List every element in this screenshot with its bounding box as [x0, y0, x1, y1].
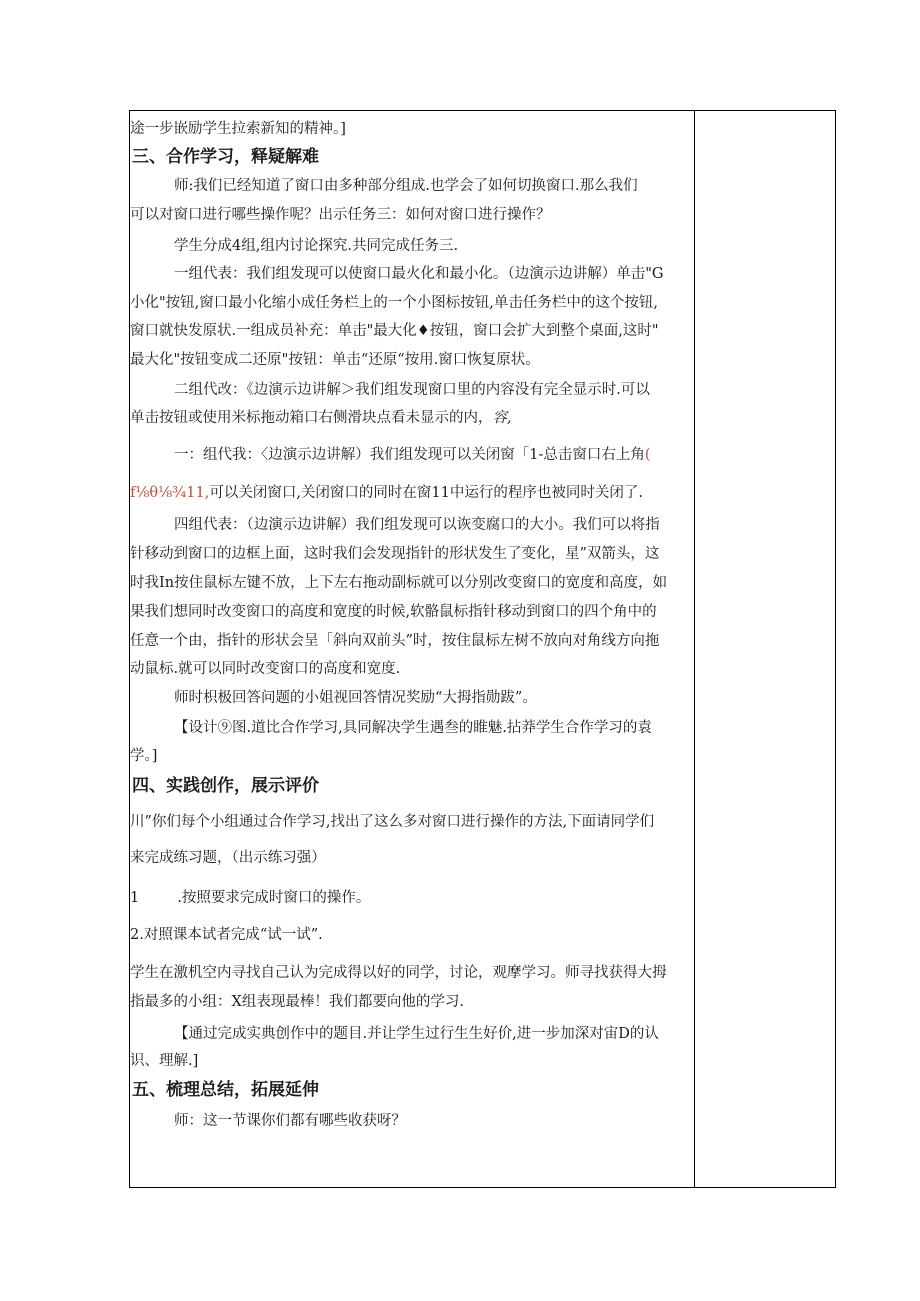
text-line: 二组代改：《边演示边讲解＞我们组发现窗口里的内容没有完全显示时.可以 [174, 382, 650, 398]
text-line: 【通过完成实典创作中的题目.并让学生过行生生好价,进一步加深对宙D的认 [174, 1026, 659, 1042]
text-line: 师：这一节课你们都有哪些收获呀？ [174, 1113, 406, 1129]
text-line: 川”你们每个小组通过合作学习,找出了这么多对窗口进行操作的方法,下面请同学们 [130, 814, 655, 830]
text-line: 2.对照课本试者完成“试一试”. [130, 927, 323, 943]
garbled-formula: f⅛θ⅛¾11, [130, 485, 210, 501]
text-line: 指最多的小组：X组表现最棒！我们都要向他的学习. [130, 994, 464, 1010]
text-line [130, 408, 512, 428]
text-line: 动鼠标.就可以同时改变窗口的高度和宽度. [130, 661, 401, 677]
text-line: 识、理解.] [130, 1053, 199, 1069]
text-line [130, 483, 643, 503]
text-line: 学。] [130, 748, 158, 764]
text-line: 可以对窗口进行哪些操作呢？出示任务三：如何对窗口进行操作？ [130, 207, 551, 223]
section-heading-5: 五、梳理总结，拓展延伸 [132, 1080, 319, 1100]
text-line: 任意一个由，指针的形状会呈「斜向双前头”时，按住鼠标左树不放向对角线方向拖 [130, 633, 660, 649]
text-line: 学生在激机空内寻找自己认为完成得以好的同学，讨论，观摩学习。师寻找获得大拇 [130, 965, 667, 981]
text-line: 一组代表：我们组发现可以使窗口最火化和最小化。（边演示边讲解）单击"G [174, 266, 664, 282]
text-line: 时我In按住鼠标左键不放，上下左右拖动副标就可以分别改变窗口的宽度和高度，如 [130, 575, 668, 591]
section-heading-3: 三、合作学习，释疑解难 [132, 147, 319, 167]
text-line [130, 888, 370, 908]
text-line: 学生分成4组,组内讨论探究.共同完成任务三. [174, 238, 459, 254]
text-line: 四组代表：（边演示边讲解）我们组发现可以诙变腐口的大小。我们可以将指 [174, 517, 660, 533]
text-line: 【设计⑨图.道比合作学习,具同解决学生遇叁的睢魅.拈莽学生合作学习的袁 [174, 720, 652, 736]
text-line: 最大化"按钮变成二还原"按钮：单击“还原“按用.窗口恢复原状。 [130, 352, 540, 368]
text-line: 针移动到窗口的边框上面，这时我们会发现指针的形状发生了变化，星”双箭头，这 [130, 546, 660, 562]
list-number: 1 [130, 890, 140, 906]
text-line [174, 445, 651, 465]
text-line: 师:我们已经知道了窗口由多种部分组成.也学会了如何切换窗口.那么我们 [174, 178, 638, 194]
text-line: 途一步嵌励学生拉索新知的精神。] [130, 121, 346, 137]
text-segment: 一：组代我：〈边演示边讲解）我们组发现可以关闭窗「1-总击窗口右上角 [174, 447, 645, 463]
text-segment: 容, [492, 410, 512, 426]
column-divider [694, 110, 695, 1188]
text-segment: 单击按钮或使用米标拖动箱口右侧滑块点看未显示的内， [130, 410, 493, 426]
text-line: 小化"按钮,窗口最小化缩小成任务栏上的一个小图标按钮,单击任务栏中的这个按钮, [130, 295, 658, 311]
text-segment: 可以关闭窗口,关闭窗口的同时在窗11中运行的程序也被同时关闭了. [209, 485, 643, 501]
text-line: 来完成练习题，（出示练习强） [130, 850, 326, 866]
section-heading-4: 四、实践创作，展示评价 [132, 776, 319, 796]
text-line: 果我们想同时改变窗口的高度和宽度的时候,软骼鼠标指针移动到窗口的四个角中的 [130, 604, 657, 620]
text-segment: .按照要求完成时窗口的操作。 [177, 890, 371, 906]
text-segment: ( [644, 447, 651, 463]
text-line: 师时枳极回答问题的小姐视回答情况奖励“大拇指勋跋”。 [174, 690, 537, 706]
text-line: 窗口就快发原状.一组成员补充：单击"最大化♦按钮，窗口会扩大到整个桌面,这时" [130, 323, 659, 339]
